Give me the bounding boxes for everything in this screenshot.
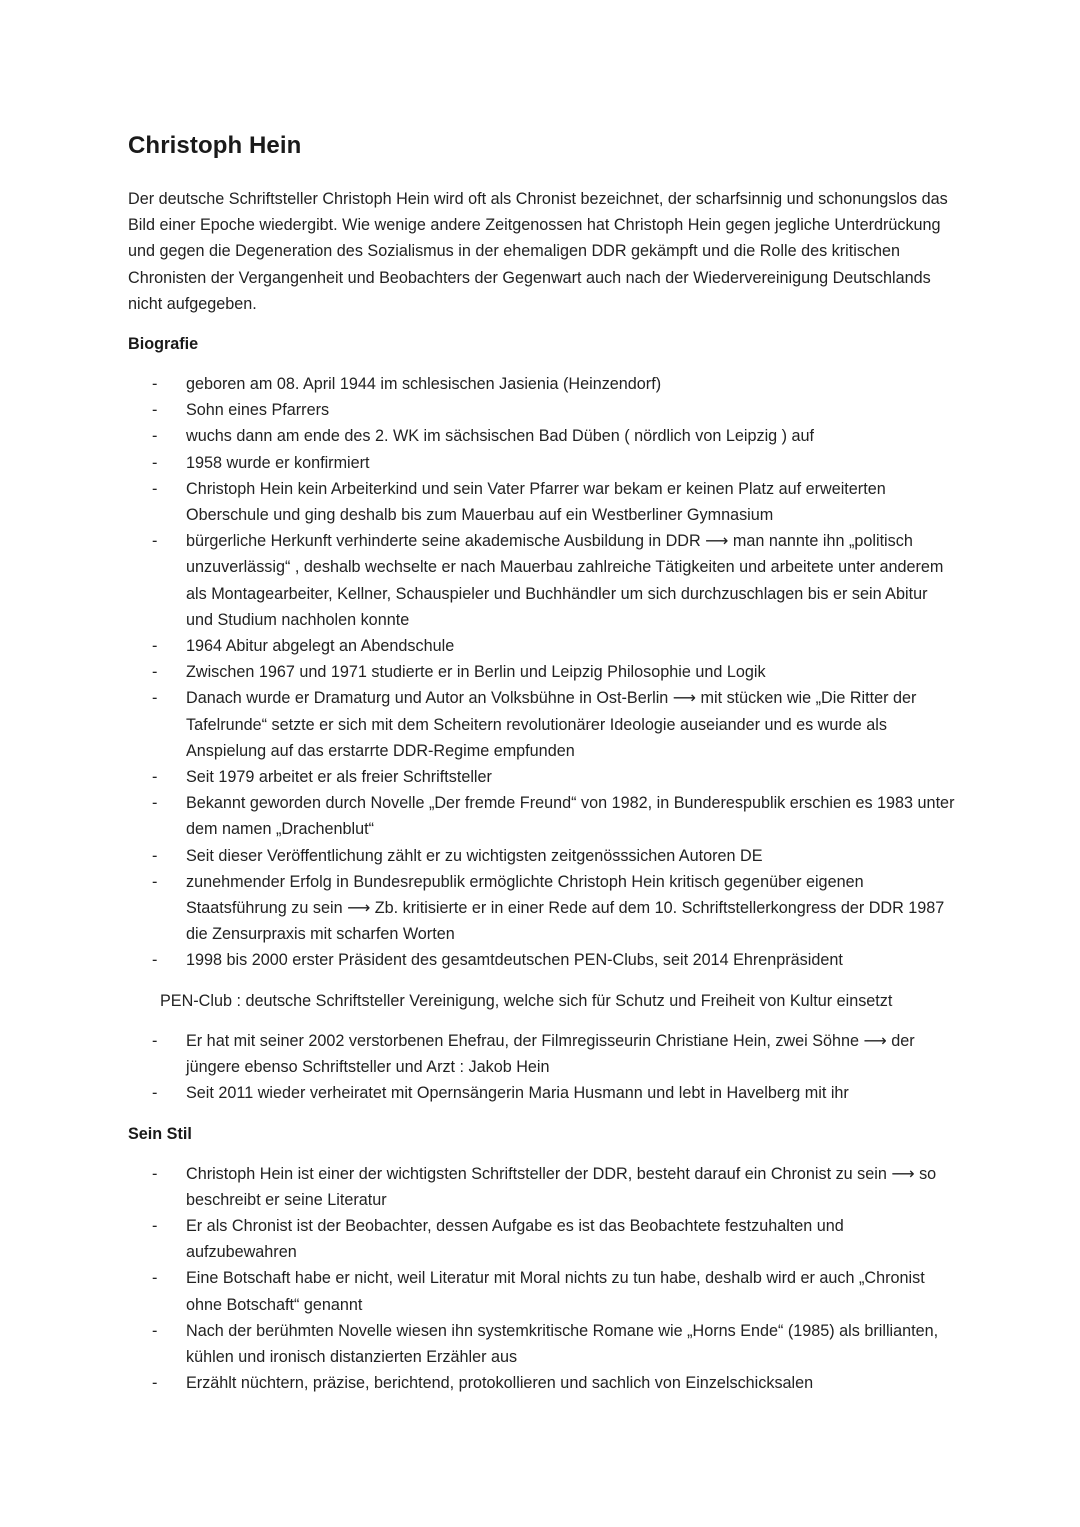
list-item-text: Seit 2011 wieder verheiratet mit Opernsängerin Maria Husmann und lebt in Havelberg mit ihr [186,1084,849,1103]
list-item [128,450,958,476]
list-item [128,528,958,633]
list-item-text: Seit dieser Veröffentlichung zählt er zu wichtigsten zeitgenösssichen Autoren DE [186,846,763,865]
list-item [128,423,958,449]
bullet-dash: - [152,689,158,708]
bullet-dash: - [152,479,158,498]
section-heading-biografie: Biografie [128,335,199,354]
list-item [128,476,958,528]
bullet-dash: - [152,427,158,446]
list-item [128,685,958,764]
list-item [128,371,958,397]
biografie-list-continued [128,1028,958,1107]
list-item-text: bürgerliche Herkunft verhinderte seine akademische Ausbildung in DDR ⟶ man nannte ihn „politisch unzuverlässig“ , deshalb wechselte er nach Mauerbau zahlreiche Tätigkeiten und arbeitete unter anderem als Montagearbeiter, Kellner, Schauspieler und Buchhändler um sich durchzuschlagen bis er sein Abitur und Studium nachholen konnte [186,532,944,629]
list-item [128,1213,958,1265]
page-title: Christoph Hein [128,132,302,159]
bullet-dash: - [152,1269,158,1288]
list-item [128,1265,958,1317]
stil-list [128,1161,958,1397]
list-item-text: Christoph Hein kein Arbeiterkind und sein Vater Pfarrer war bekam er keinen Platz auf erweiterten Oberschule und ging deshalb bis zum Mauerbau auf ein Westberliner Gymnasium [186,479,886,525]
list-item-text: Zwischen 1967 und 1971 studierte er in Berlin und Leipzig Philosophie und Logik [186,663,766,682]
list-item-text: Christoph Hein ist einer der wichtigsten Schriftsteller der DDR, besteht darauf ein Chronist zu sein ⟶ so beschreibt er seine Literatur [186,1164,937,1209]
bullet-dash: - [152,1374,158,1393]
section-heading-stil: Sein Stil [128,1124,192,1143]
list-item-text: geboren am 08. April 1944 im schlesischen Jasienia (Heinzendorf) [186,375,662,394]
intro-paragraph: Der deutsche Schriftsteller Christoph Hein wird oft als Chronist bezeichnet, der scharfsinnig und schonungslos das Bild einer Epoche wiedergibt. Wie wenige andere Zeitgenossen hat Christoph Hein gegen jegliche Unterdrückung und gegen die Degeneration des Sozialismus in der ehemaligen DDR gekämpft und die Rolle des kritischen Chronisten der Vergangenheit und Beobachters der Gegenwart auch nach der Wiedervereinigung Deutschlands nicht aufgegeben. [128,190,948,313]
list-item-text: 1964 Abitur abgelegt an Abendschule [186,637,455,656]
biografie-list [128,371,958,974]
list-item-text: Danach wurde er Dramaturg und Autor an Volksbühne in Ost-Berlin ⟶ mit stücken wie „Die Ritter der Tafelrunde“ setzte er sich mit dem Scheitern revolutionärer Ideologie auseiander und es wurde als Anspielung auf das erstarrte DDR-Regime empfunden [186,689,917,760]
pen-club-note: PEN-Club : deutsche Schriftsteller Vereinigung, welche sich für Schutz und Freiheit von Kultur einsetzt [160,991,893,1010]
list-item-text: Sohn eines Pfarrers [186,401,330,420]
bullet-dash: - [152,637,158,656]
section-gap [128,1107,958,1121]
list-item [128,633,958,659]
list-item-text: Bekannt geworden durch Novelle „Der fremde Freund“ von 1982, in Bunderespublik erschien es 1983 unter dem namen „Drachenblut“ [186,794,955,839]
list-item [128,1318,958,1370]
bullet-dash: - [152,768,158,787]
list-item [128,869,958,948]
list-item-text: 1998 bis 2000 erster Präsident des gesamtdeutschen PEN-Clubs, seit 2014 Ehrenpräsident [186,951,843,970]
list-item [128,1370,958,1396]
list-item [128,947,958,973]
list-item-text: Seit 1979 arbeitet er als freier Schriftsteller [186,768,492,787]
list-item [128,397,958,423]
list-item-text: 1958 wurde er konfirmiert [186,453,370,472]
list-item-text: wuchs dann am ende des 2. WK im sächsischen Bad Düben ( nördlich von Leipzig ) auf [186,427,815,446]
bullet-dash: - [152,1084,158,1103]
list-item [128,1028,958,1080]
list-item-text: zunehmender Erfolg in Bundesrepublik ermöglichte Christoph Hein kritisch gegenüber eigenen Staatsführung zu sein ⟶ Zb. kritisierte er in einer Rede auf dem 10. Schriftstellerkongress der DDR 1987 die Zensurpraxis mit scharfen Worten [186,872,945,944]
bullet-dash: - [152,846,158,865]
list-item [128,764,958,790]
document-page [128,128,958,1396]
bullet-dash: - [152,375,158,394]
list-item-text: Er als Chronist ist der Beobachter, dessen Aufgabe es ist das Beobachtete festzuhalten und aufzubewahren [186,1216,844,1262]
bullet-dash: - [152,453,158,472]
bullet-dash: - [152,1164,158,1183]
list-item [128,843,958,869]
list-item-text: Eine Botschaft habe er nicht, weil Literatur mit Moral nichts zu tun habe, deshalb wird er auch „Chronist ohne Botschaft“ genannt [186,1269,925,1314]
bullet-dash: - [152,872,158,891]
list-item [128,659,958,685]
bullet-dash: - [152,532,158,551]
list-item-text: Er hat mit seiner 2002 verstorbenen Ehefrau, der Filmregisseurin Christiane Hein, zwei Söhne ⟶ der jüngere ebenso Schriftsteller und Arzt : Jakob Hein [186,1031,915,1077]
bullet-dash: - [152,1031,158,1050]
bullet-dash: - [152,794,158,813]
bullet-dash: - [152,663,158,682]
list-item [128,1161,958,1213]
bullet-dash: - [152,1216,158,1235]
bullet-dash: - [152,951,158,970]
list-item [128,790,958,842]
list-item-text: Erzählt nüchtern, präzise, berichtend, protokollieren und sachlich von Einzelschicksalen [186,1374,814,1393]
bullet-dash: - [152,1321,158,1340]
bullet-dash: - [152,401,158,420]
list-item-text: Nach der berühmten Novelle wiesen ihn systemkritische Romane wie „Horns Ende“ (1985) als brillianten, kühlen und ironisch distanzierten Erzähler aus [186,1321,939,1366]
list-item [128,1080,958,1106]
